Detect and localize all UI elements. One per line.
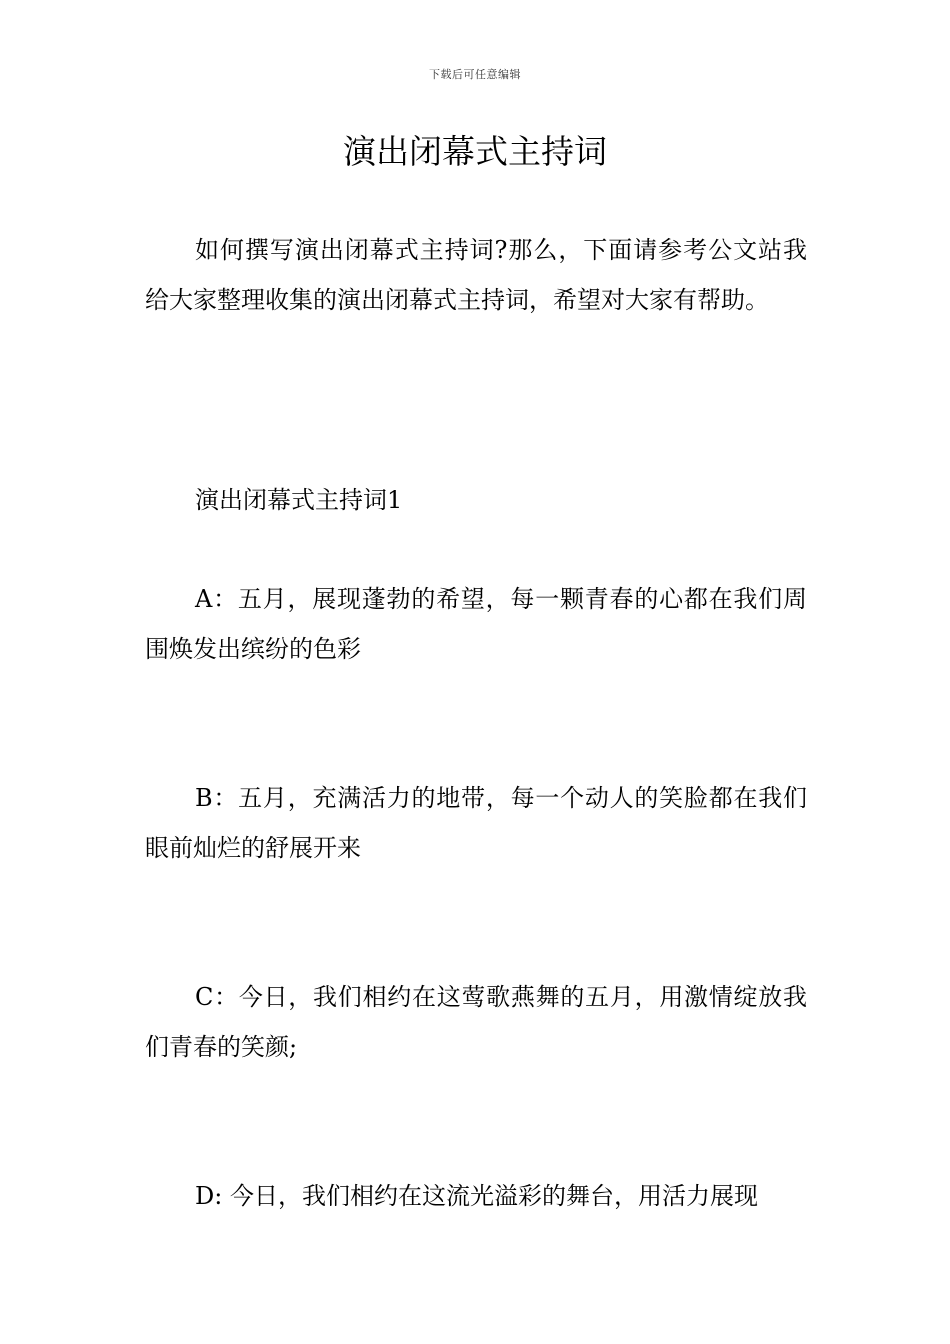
intro-paragraph: 如何撰写演出闭幕式主持词?那么，下面请参考公文站我给大家整理收集的演出闭幕式主持词，希望对大家有帮助。 <box>145 236 807 314</box>
section-heading: 演出闭幕式主持词1 <box>195 486 403 514</box>
header-note: 下载后可任意编辑 <box>429 68 521 81</box>
document-title: 演出闭幕式主持词 <box>343 132 607 171</box>
host-line-a: A：五月，展现蓬勃的希望，每一颗青春的心都在我们周围焕发出缤纷的色彩 <box>145 585 807 663</box>
host-line-c: C：今日，我们相约在这莺歌燕舞的五月，用激情绽放我们青春的笑颜; <box>145 983 807 1061</box>
host-line-d: D: 今日，我们相约在这流光溢彩的舞台，用活力展现 <box>195 1182 758 1210</box>
host-line-b: B：五月，充满活力的地带，每一个动人的笑脸都在我们眼前灿烂的舒展开来 <box>145 784 807 862</box>
